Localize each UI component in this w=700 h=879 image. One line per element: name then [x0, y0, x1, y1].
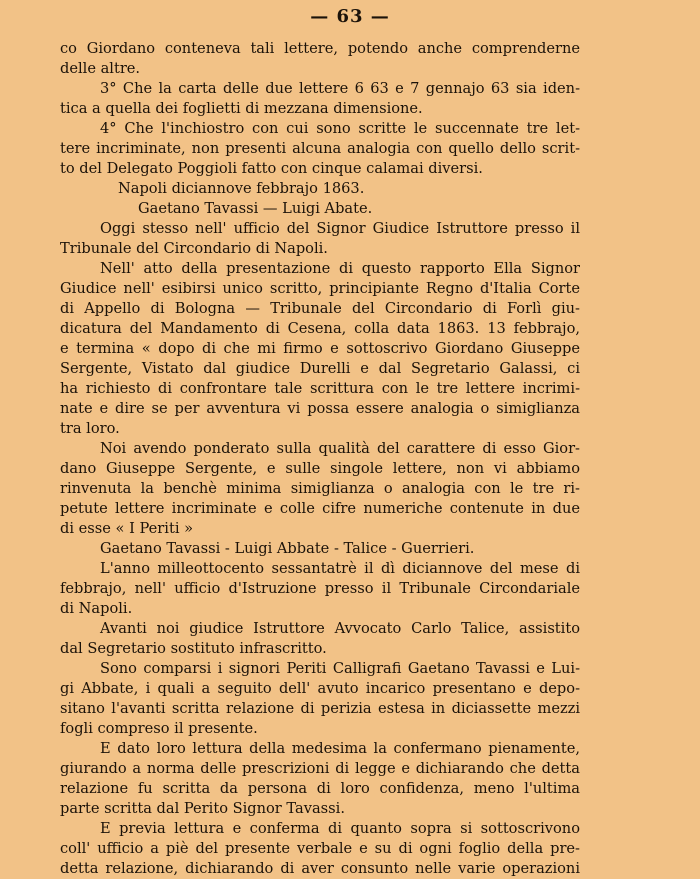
text-line: Sono comparsi i signori Periti Calligrafi Gaetano Tavassi e Lui-	[100, 660, 580, 677]
text-line: dicatura del Mandamento di Cesena, colla data 1863. 13 febbrajo,	[60, 320, 580, 337]
text-line: Tribunale del Circondario di Napoli.	[60, 240, 328, 257]
text-line: Nell' atto della presentazione di questo rapporto Ella Signor	[100, 260, 580, 277]
text-line: co Giordano conteneva tali lettere, potendo anche comprenderne	[60, 40, 580, 57]
text-line: rinvenuta la benchè minima simiglianza o analogia con le tre ri-	[60, 480, 580, 497]
text-line: di Appello di Bologna — Tribunale del Circondario di Forlì giu-	[60, 300, 580, 317]
text-line: tica a quella dei foglietti di mezzana dimensione.	[60, 100, 423, 117]
text-line: dano Giuseppe Sergente, e sulle singole lettere, non vi abbiamo	[60, 460, 580, 477]
text-line: delle altre.	[60, 60, 141, 77]
text-line: di esse « I Periti »	[60, 520, 194, 537]
text-line: Avanti noi giudice Istruttore Avvocato Carlo Talice, assistito	[100, 620, 580, 637]
text-line: L'anno milleottocento sessantatrè il dì diciannove del mese di	[100, 560, 580, 577]
text-line: Gaetano Tavassi - Luigi Abbate - Talice - Guerrieri.	[100, 540, 475, 557]
text-line: giurando a norma delle prescrizioni di legge e dichiarando che detta	[60, 760, 580, 777]
text-line: Giudice nell' esibirsi unico scritto, principiante Regno d'Italia Corte	[60, 280, 580, 297]
text-line: detta relazione, dichiarando di aver consunto nelle varie operazioni	[60, 860, 580, 877]
text-line: E previa lettura e conferma di quanto sopra si sottoscrivono	[100, 820, 580, 837]
text-line: Sergente, Vistato dal giudice Durelli e dal Segretario Galassi, ci	[60, 360, 580, 377]
text-line: Gaetano Tavassi — Luigi Abate.	[138, 200, 373, 217]
document-body	[60, 39, 580, 879]
text-line: 4° Che l'inchiostro con cui sono scritte le succennate tre let-	[100, 120, 580, 137]
text-line: tra loro.	[60, 420, 120, 437]
text-line: E dato loro lettura della medesima la confermano pienamente,	[100, 740, 580, 757]
text-line: gi Abbate, i quali a seguito dell' avuto incarico presentano e depo-	[60, 680, 580, 697]
text-line: nate e dire se per avventura vi possa essere analogia o simiglianza	[60, 400, 580, 417]
text-line: e termina « dopo di che mi firmo e sottoscrivo Giordano Giuseppe	[60, 340, 580, 357]
text-line: 3° Che la carta delle due lettere 6 63 e 7 gennajo 63 sia iden-	[100, 80, 580, 97]
text-line: relazione fu scritta da persona di loro confidenza, meno l'ultima	[60, 780, 580, 797]
page-number: — 63 —	[310, 6, 390, 27]
text-line: to del Delegato Poggioli fatto con cinque calamai diversi.	[60, 160, 483, 177]
text-line: coll' ufficio a piè del presente verbale e su di ogni foglio della pre-	[60, 840, 580, 857]
text-line: Noi avendo ponderato sulla qualità del carattere di esso Gior-	[100, 440, 580, 457]
text-line: parte scritta dal Perito Signor Tavassi.	[60, 800, 345, 817]
text-line: fogli compreso il presente.	[60, 720, 258, 737]
text-line: Napoli diciannove febbrajo 1863.	[118, 180, 365, 197]
text-line: petute lettere incriminate e colle cifre numeriche contenute in due	[60, 500, 580, 517]
text-line: febbrajo, nell' ufficio d'Istruzione presso il Tribunale Circondariale	[60, 580, 580, 597]
text-line: tere incriminate, non presenti alcuna analogia con quello dello scrit-	[60, 140, 580, 157]
text-line: dal Segretario sostituto infrascritto.	[60, 640, 327, 657]
text-line: Oggi stesso nell' ufficio del Signor Giudice Istruttore presso il	[100, 220, 580, 237]
text-line: ha richiesto di confrontare tale scrittura con le tre lettere incrimi-	[60, 380, 580, 397]
text-line: di Napoli.	[60, 600, 133, 617]
text-line: sitano l'avanti scritta relazione di perizia estesa in diciassette mezzi	[60, 700, 580, 717]
